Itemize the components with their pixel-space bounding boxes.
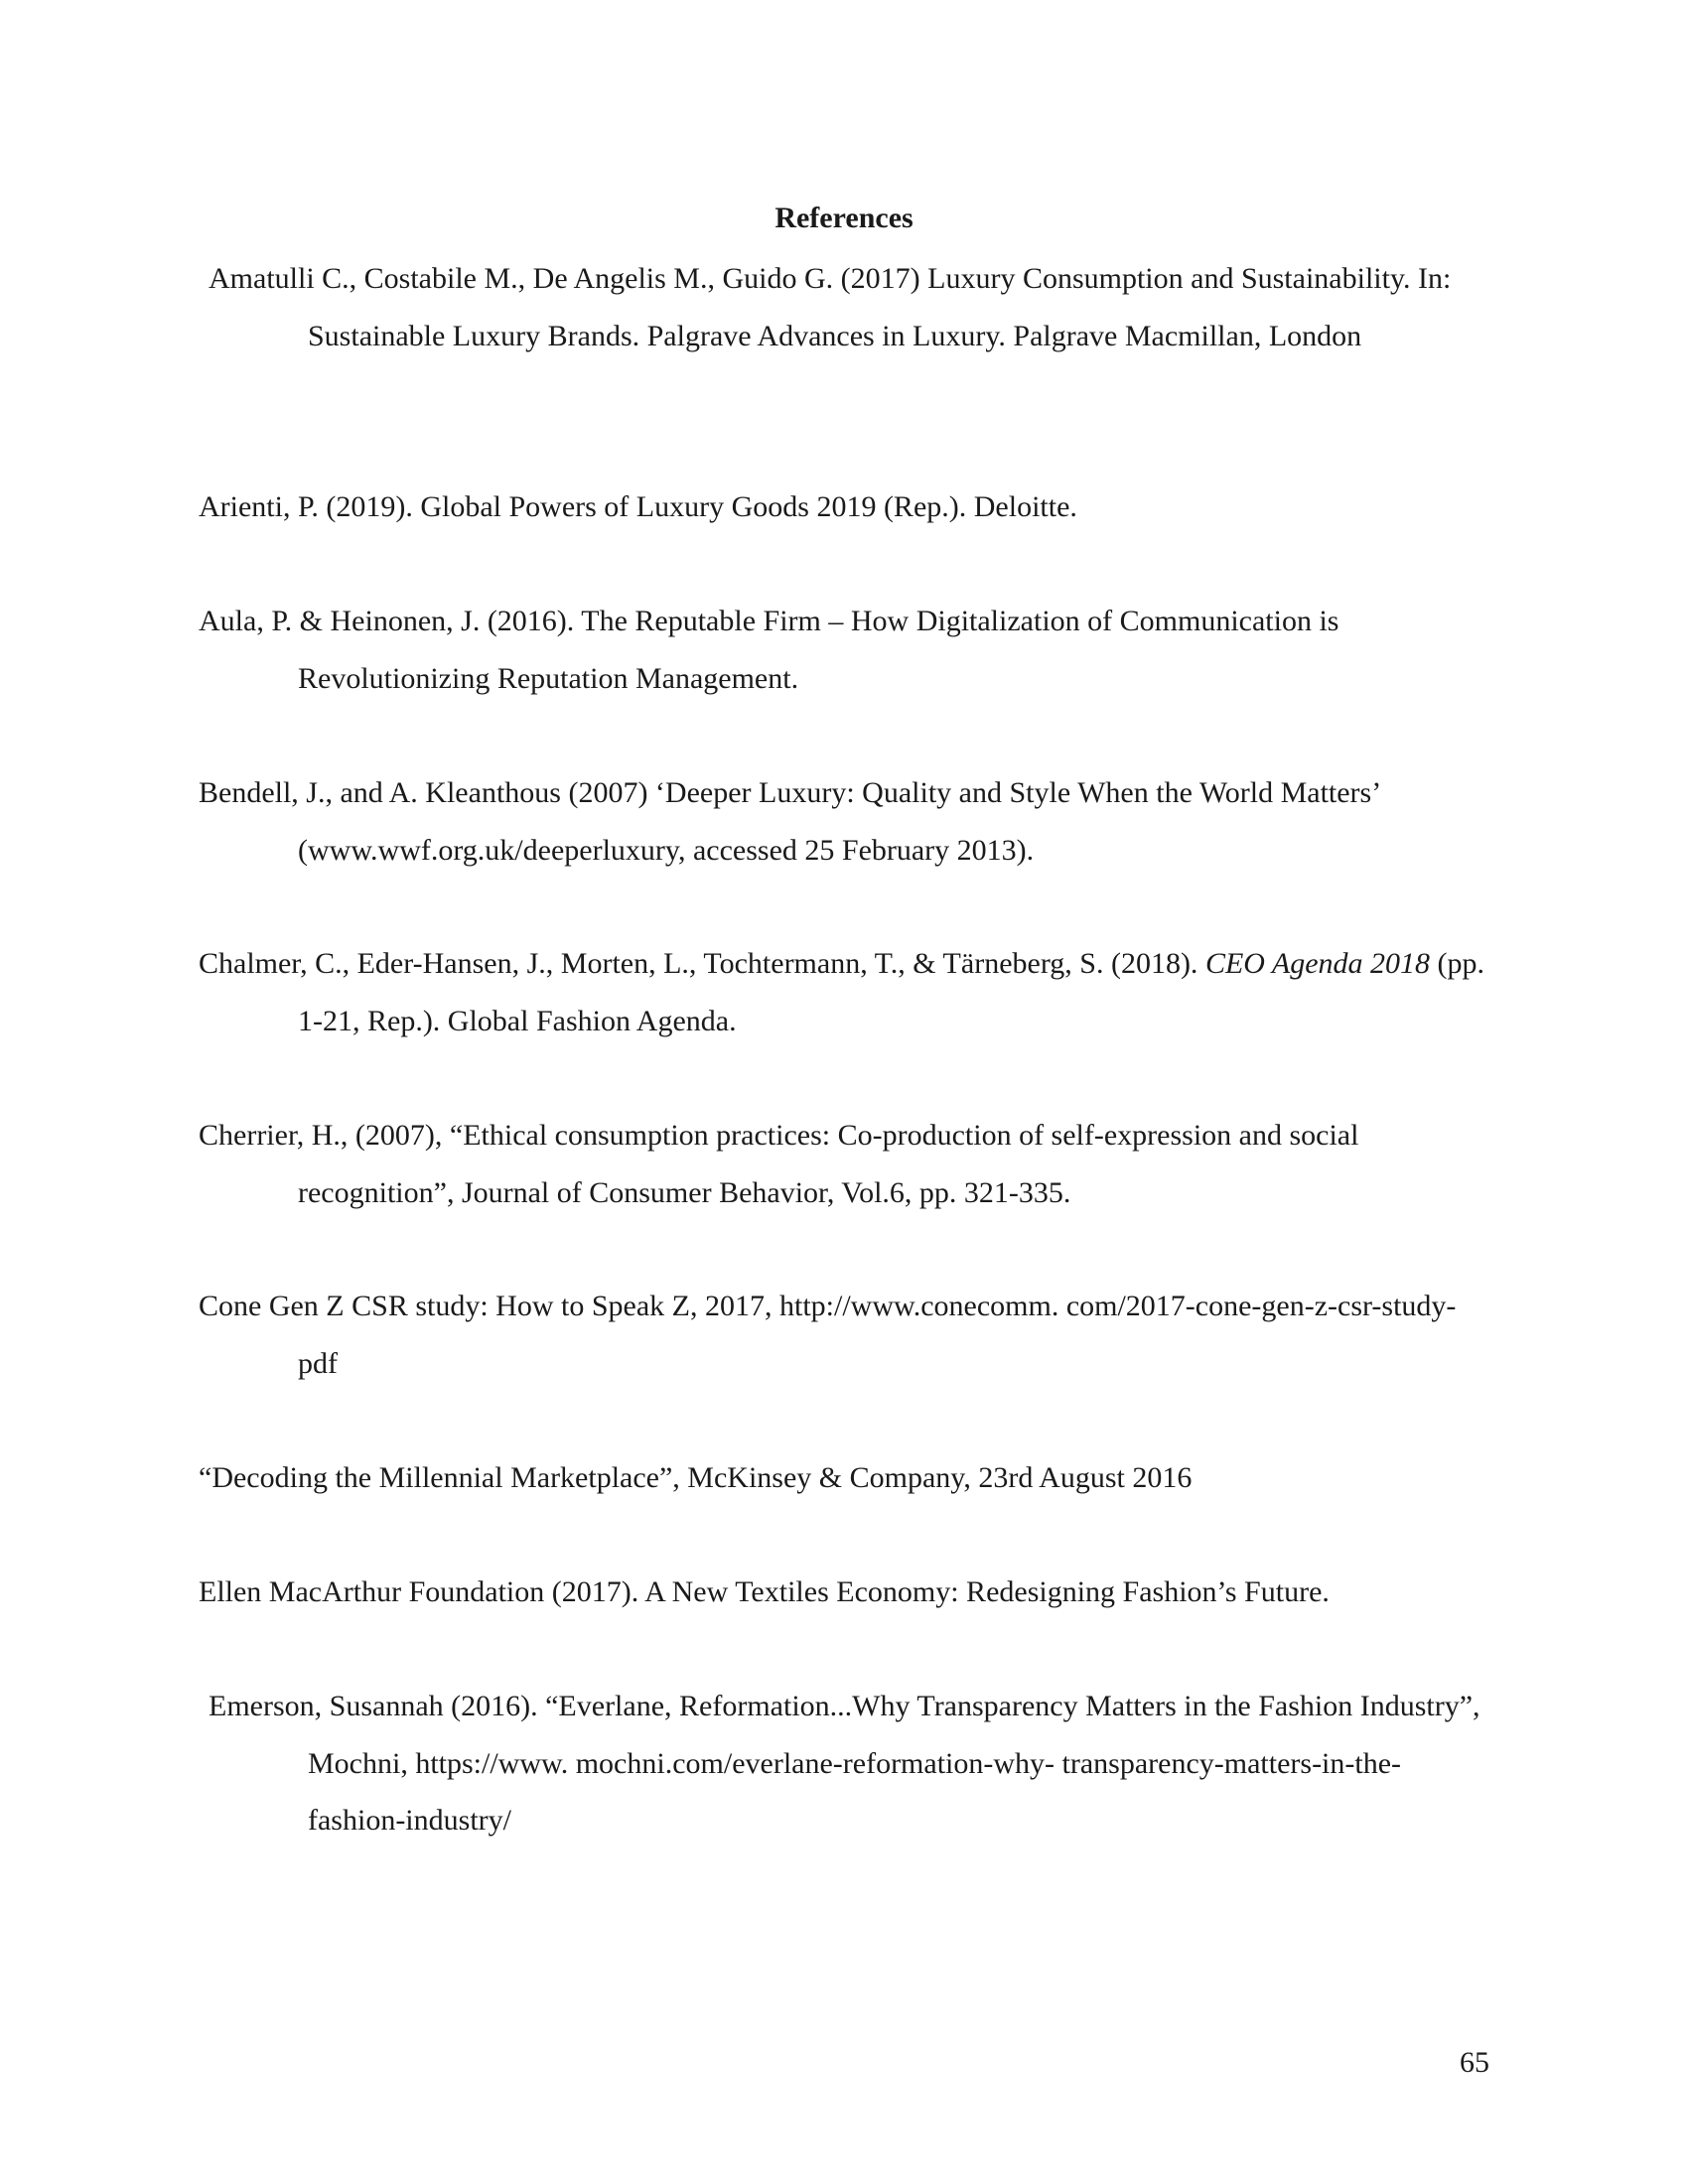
reference-entry: Ellen MacArthur Foundation (2017). A New Textiles Economy: Redesigning Fashion’s Future. [199, 1575, 1330, 1608]
reference-entry: Cherrier, H., (2007), “Ethical consumption practices: Co-production of self-expression and social recognition”, Journal of Consumer Behavior, Vol.6, pp. 321-335. [199, 1119, 1359, 1209]
reference-entry: Emerson, Susannah (2016). “Everlane, Reformation...Why Transparency Matters in the Fashion Industry”, Mochni, https://www. mochni.com/everlane-reformation-why- transparency-matters-in-the-fashion-industry/ [209, 1690, 1480, 1837]
reference-entry: Amatulli C., Costabile M., De Angelis M., Guido G. (2017) Luxury Consumption and Sustainability. In: Sustainable Luxury Brands. Palgrave Advances in Luxury. Palgrave Macmillan, London [209, 262, 1452, 352]
reference-text: (pp. 1-21, Rep.). Global Fashion Agenda. [298, 947, 1485, 1037]
reference-entry: “Decoding the Millennial Marketplace”, McKinsey & Company, 23rd August 2016 [199, 1461, 1193, 1494]
reference-text: Chalmer, C., Eder-Hansen, J., Morten, L., Tochtermann, T., & Tärneberg, S. (2018). [199, 947, 1205, 980]
page-title: References [774, 202, 914, 234]
reference-entry: Arienti, P. (2019). Global Powers of Luxury Goods 2019 (Rep.). Deloitte. [199, 490, 1077, 523]
reference-entry: Cone Gen Z CSR study: How to Speak Z, 2017, http://www.conecomm. com/2017-cone-gen-z-csr-study-pdf [199, 1290, 1457, 1380]
page-number: 65 [1460, 2046, 1489, 2079]
reference-entry [199, 935, 1489, 1049]
reference-italic-title: CEO Agenda 2018 [1204, 947, 1431, 980]
reference-entry: Bendell, J., and A. Kleanthous (2007) ‘Deeper Luxury: Quality and Style When the World Matters’ (www.wwf.org.uk/deeperluxury, accessed 25 February 2013). [199, 776, 1379, 867]
reference-entry: Aula, P. & Heinonen, J. (2016). The Reputable Firm – How Digitalization of Communication is Revolutionizing Reputation Management. [199, 605, 1339, 695]
